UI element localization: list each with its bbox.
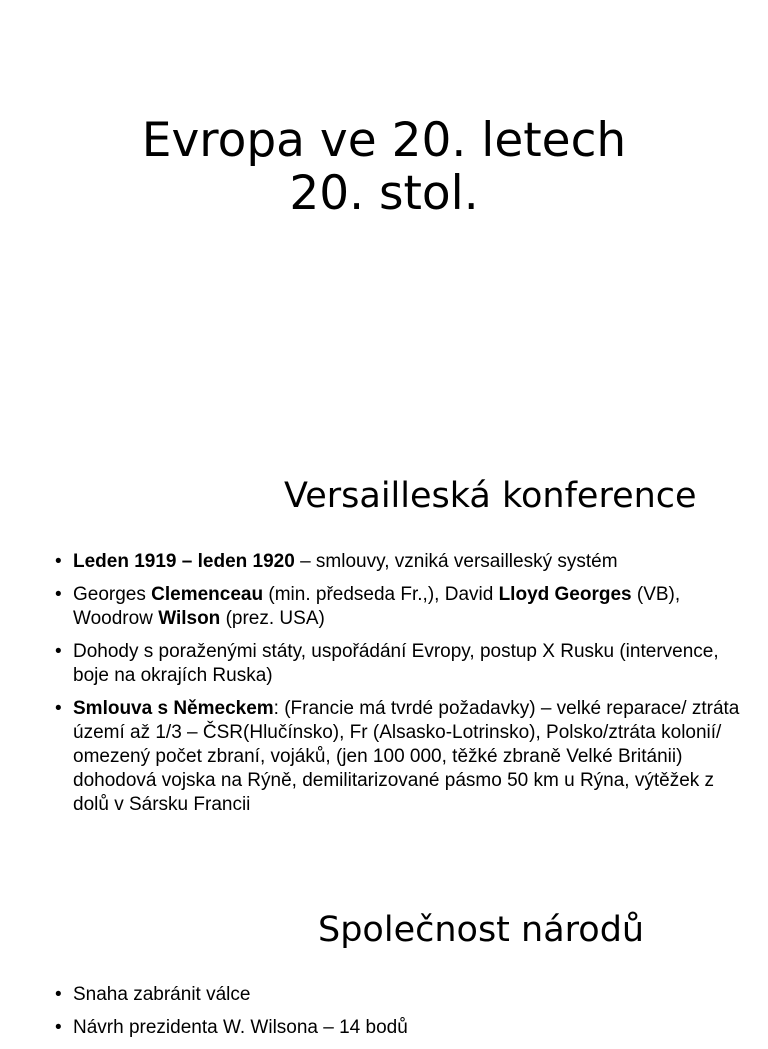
bullet-icon: • (55, 551, 62, 572)
list-item (55, 640, 745, 688)
bold-text: Smlouva s Německem (73, 698, 274, 719)
title-line-2: 20. stol. (289, 166, 479, 221)
item-text: (VB), Woodrow (73, 584, 681, 629)
item-text: Snaha zabránit válce (73, 984, 251, 1005)
bullet-icon: • (55, 984, 62, 1005)
bullet-icon: • (55, 1017, 62, 1038)
list-item (55, 1016, 745, 1040)
title-slide (0, 114, 768, 220)
item-text: Georges (73, 584, 152, 605)
list-item (55, 583, 745, 631)
item-text: (min. předseda Fr.,), David (263, 584, 499, 605)
list-item (55, 550, 745, 574)
title-line-1: Evropa ve 20. letech (141, 113, 627, 168)
bold-text: Clemenceau (151, 584, 264, 605)
bold-text: Wilson (158, 608, 221, 629)
item-text: – smlouvy, vzniká versailleský systém (294, 551, 618, 572)
versailles-heading: Versailleská konference (284, 476, 697, 516)
item-text: Návrh prezidenta W. Wilsona – 14 bodů (73, 1017, 408, 1038)
league-heading: Společnost národů (318, 910, 645, 950)
versailles-bullet-list (55, 550, 745, 826)
item-text: (prez. USA) (220, 608, 325, 629)
league-bullet-list (55, 983, 745, 1049)
item-text: Dohody s poraženými státy, uspořádání Evropy, postup X Rusku (intervence, boje na okrajích Ruska) (73, 641, 719, 686)
item-text: : (Francie má tvrdé požadavky) – velké reparace/ ztráta území až 1/3 – ČSR(Hlučínsko), Fr (Alsasko-Lotrinsko), Polsko/ztráta kolonií/ omezený počet zbraní, vojáků, (jen 100 000, těžké zbraně Velké Británii) dohodová vojska na Rýně, demilitarizované pásmo 50 km u Rýna, výtěžek z dolů v Sársku Francii (73, 698, 740, 815)
bullet-icon: • (55, 584, 62, 605)
list-item (55, 983, 745, 1007)
list-item (55, 697, 745, 817)
bullet-icon: • (55, 641, 62, 662)
bold-text: Lloyd Georges (498, 584, 632, 605)
bullet-icon: • (55, 698, 62, 719)
bold-text: Leden 1919 – leden 1920 (73, 551, 295, 572)
